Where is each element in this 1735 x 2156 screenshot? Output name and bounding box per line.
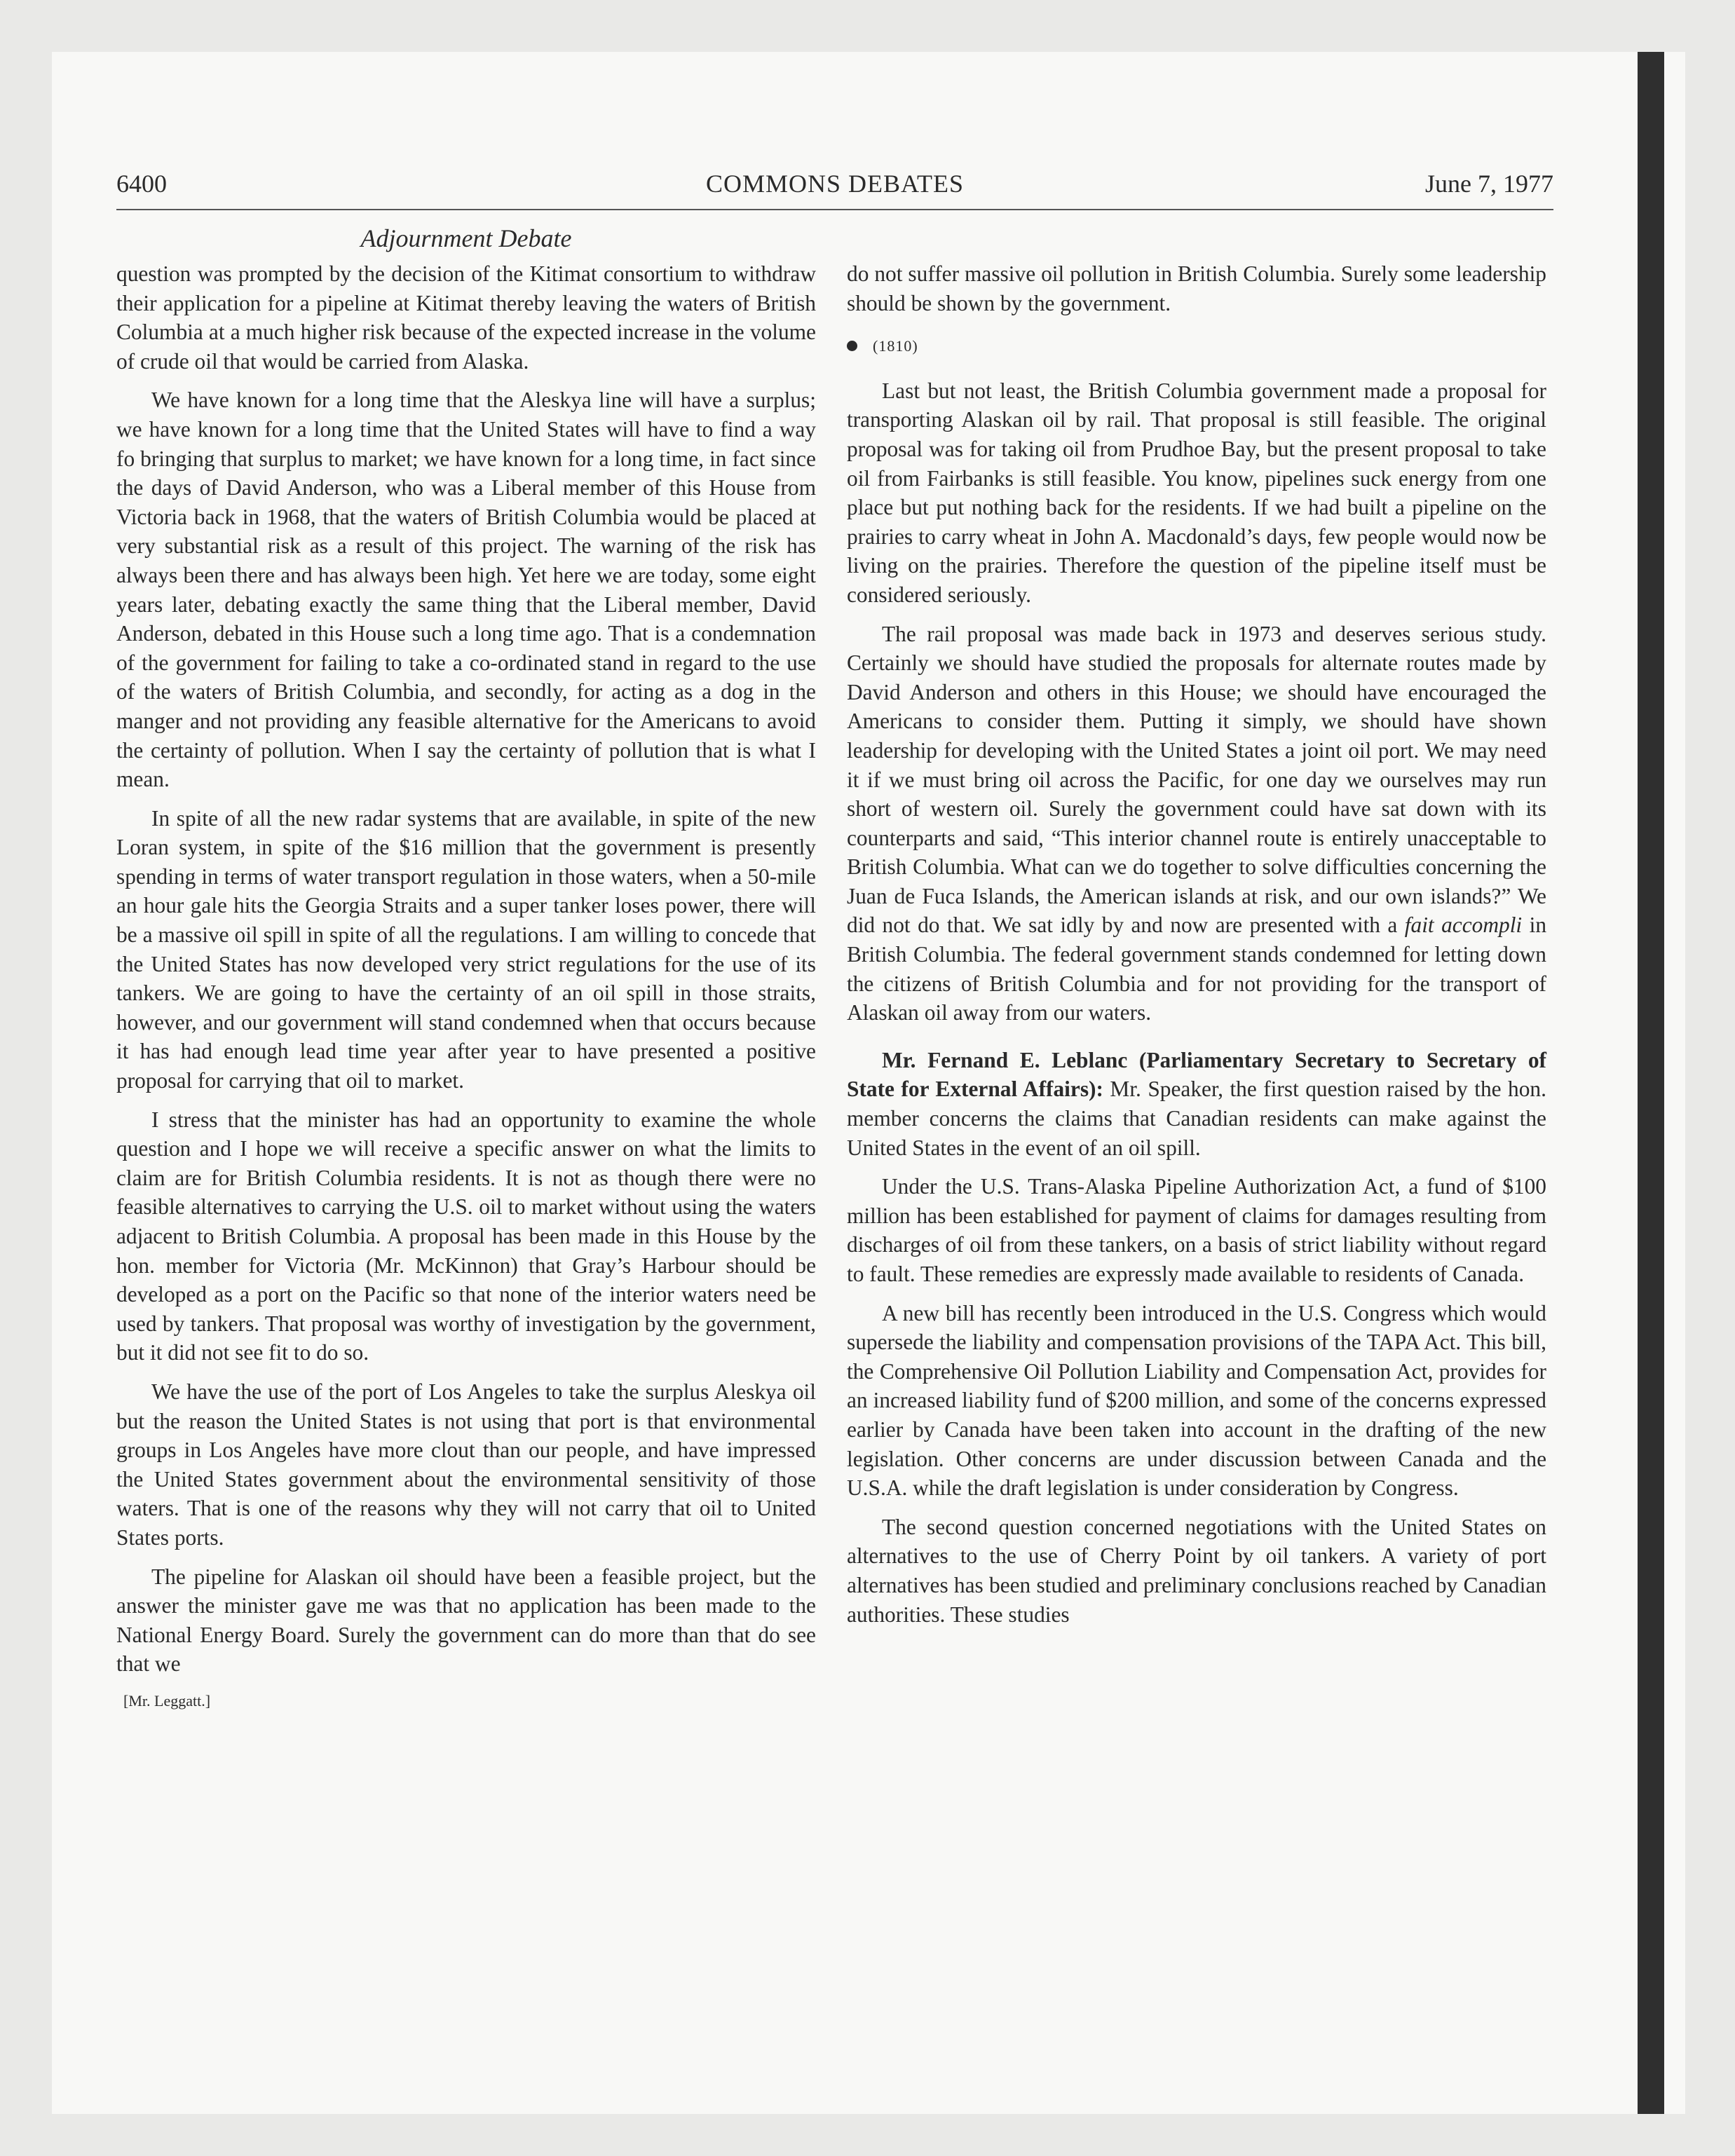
time-marker xyxy=(847,332,1546,361)
speaker-role: (Parliamentary Secretary to Secretary of State for External Affairs): xyxy=(847,1047,1546,1102)
page-header xyxy=(116,167,1553,210)
page-number: 6400 xyxy=(116,170,167,198)
paragraph: question was prompted by the decision of the Kitimat consortium to withdraw their application for a pipeline at Kitimat thereby leaving the waters of British Columbia at a much higher risk because of the expected increase in the volume of crude oil that would be carried from Alaska. xyxy=(116,261,816,374)
time-marker-label: (1810) xyxy=(873,337,918,355)
speaker-tag: [Mr. Leggatt.] xyxy=(123,1691,211,1710)
paragraph xyxy=(847,620,1546,1028)
paragraph: The second question concerned negotiations with the United States on alternatives to the use of Cherry Point by oil tankers. A variety of port alternatives has been studied and preliminary conclusions reached by Canadian authorities. These studies xyxy=(847,1514,1546,1627)
paragraph-text: The rail proposal was made back in 1973 and deserves serious study. Certainly we should have studied the proposals for alternate routes made by David Anderson and others in this House; we should have encouraged the Americans to consider them. Putting it simply, we should have shown leadership for developing with the United States a joint oil port. We may need it if we must bring oil across the Pacific, for one day we ourselves may run short of western oil. Surely the government could have sat down with its counterparts and said, “This interior channel route is entirely unacceptable to British Columbia. What can we do together to solve difficulties concerning the Juan de Fuca Islands, the American islands at risk, and our own islands?” We did not do that. We sat idly by and now are presented with a xyxy=(847,621,1546,938)
right-column xyxy=(847,259,1546,1639)
scan-edge-shadow xyxy=(1638,52,1664,2114)
paragraph: Last but not least, the British Columbia government made a proposal for transporting Alaskan oil by rail. That proposal is still feasible. The original proposal was for taking oil from Prudhoe Bay, but the present proposal to take oil from Fairbanks is still feasible. You know, pipelines suck energy from one place but put nothing back for the residents. If we had built a pipeline on the prairies to carry wheat in John A. Macdonald’s days, few people would now be living on the prairies. Therefore the question of the pipeline itself must be considered seriously. xyxy=(847,378,1546,607)
paragraph: do not suffer massive oil pollution in British Columbia. Surely some leadership should be shown by the government. xyxy=(847,261,1546,315)
paragraph: We have the use of the port of Los Angeles to take the surplus Aleskya oil but the reason the United States is not using that port is that environmental groups in Los Angeles have more clout than our people, and have impressed the United States government about the environmental sensitivity of those waters. That is one of the reasons why they will not carry that oil to United States ports. xyxy=(116,1379,816,1550)
paragraph: A new bill has recently been introduced in the U.S. Congress which would supersede the liability and compensation provisions of the TAPA Act. This bill, the Comprehensive Oil Pollution Liability and Compensation Act, provides for an increased liability fund of $200 million, and some of the concerns expressed earlier by Canada have been taken into account in the drafting of the new legislation. Other concerns are under discussion between Canada and the U.S.A. while the draft legislation is under consideration by Congress. xyxy=(847,1300,1546,1501)
section-title: Adjournment Debate xyxy=(360,224,572,252)
publication-date: June 7, 1977 xyxy=(1425,170,1553,198)
publication-title: COMMONS DEBATES xyxy=(705,170,965,198)
left-column xyxy=(116,259,816,1714)
paragraph: We have known for a long time that the Aleskya line will have a surplus; we have known for a long time that the United States will have to find a way fo bringing that surplus to market; we have known for a long time, in fact since the days of David Anderson, who was a Liberal member of this House from Victoria back in 1968, that the waters of British Columbia would be placed at very substantial risk as a result of this project. The warning of the risk has always been there and has always been high. Yet here we are today, some eight years later, debating exactly the same thing that the Liberal member, David Anderson, debated in this House such a long time ago. That is a condemnation of the government for failing to take a co-ordinated stand in regard to the use of the waters of British Columbia, and secondly, for acting as a dog in the manger and not providing any feasible alternative for the Americans to avoid the certainty of pollution. When I say the certainty of pollution that is what I mean. xyxy=(116,388,816,792)
paragraph: Under the U.S. Trans-Alaska Pipeline Authorization Act, a fund of $100 million has been established for payment of claims for damages resulting from discharges of oil from these tankers, on a basis of strict liability without regard to fault. These remedies are expressly made available to residents of Canada. xyxy=(847,1174,1546,1286)
speaker-name: Mr. Fernand E. Leblanc xyxy=(882,1047,1128,1072)
paragraph: I stress that the minister has had an opportunity to examine the whole question and I hope we will receive a specific answer on what the limits to claim are for British Columbia residents. It is not as though there were no feasible alternatives to carrying the U.S. oil to market without using the waters adjacent to British Columbia. A proposal has been made in this House by the hon. member for Victoria (Mr. McKinnon) that Gray’s Harbour should be developed as a port on the Pacific so that none of the interior waters need be used by tankers. That proposal was worthy of investigation by the government, but it did not see fit to do so. xyxy=(116,1107,816,1365)
paragraph: In spite of all the new radar systems that are available, in spite of the new Loran system, in spite of the $16 million that the government is presently spending in terms of water transport regulation in those waters, when a 50-mile an hour gale hits the Georgia Straits and a super tanker loses power, there will be a massive oil spill in spite of all the regulations. I am willing to concede that the United States has now developed very strict regulations for the use of its tankers. We are going to have the certainty of an oil spill in those straits, however, and our government will stand condemned when that occurs because it has had enough lead time year after year to have presented a positive proposal for carrying that oil to market. xyxy=(116,805,816,1093)
paragraph-text: in British Columbia. The federal government stands condemned for letting down the citizens of British Columbia and for not providing for the transport of Alaskan oil away from our waters. xyxy=(847,913,1547,1025)
speaker-text: Mr. Speaker, the first question raised by the hon. member concerns the claims that Canadian residents can make against the United States in the event of an oil spill. xyxy=(847,1077,1546,1160)
bullet-icon xyxy=(847,341,857,351)
italic-phrase: fait accompli xyxy=(1404,913,1523,938)
speaker-paragraph xyxy=(847,1046,1546,1162)
paragraph: The pipeline for Alaskan oil should have been a feasible project, but the answer the minister gave me was that no application has been made to the National Energy Board. Surely the government can do more than that do see that we xyxy=(116,1564,816,1677)
